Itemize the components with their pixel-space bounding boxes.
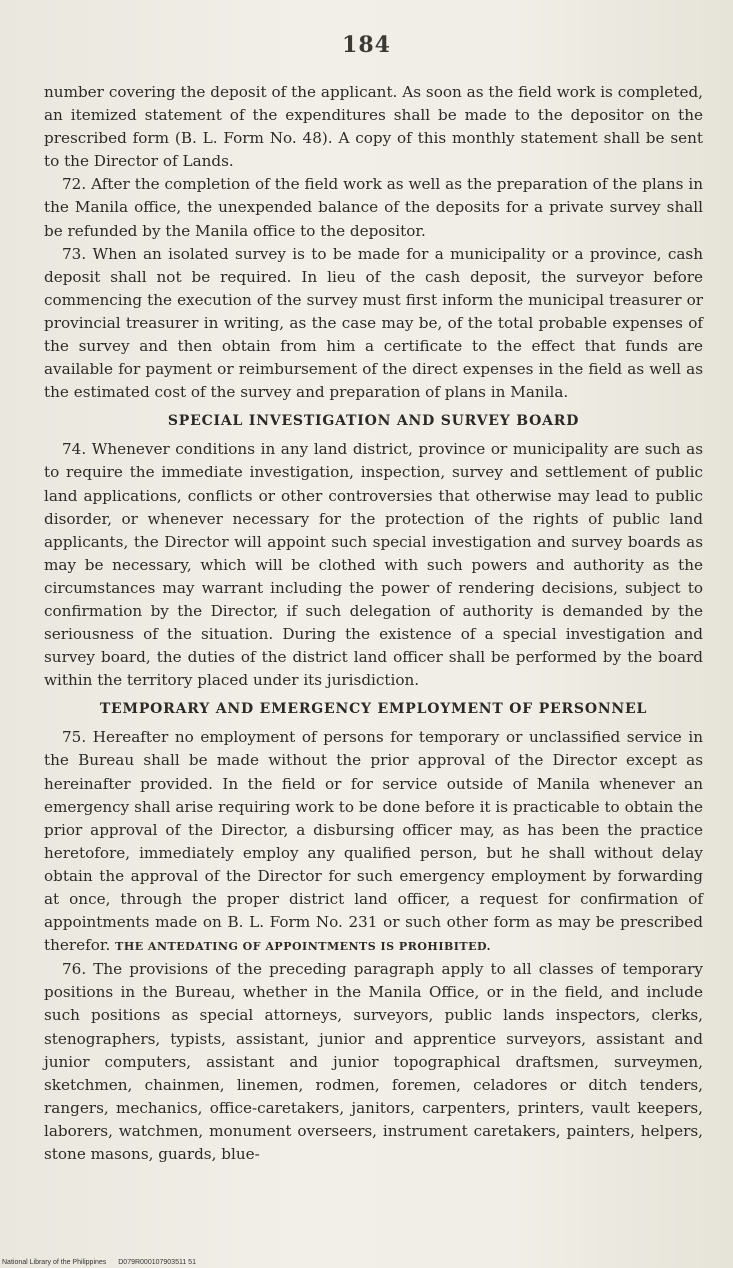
section-heading-temporary-employment: TEMPORARY AND EMERGENCY EMPLOYMENT OF PERSONNEL [99, 701, 648, 718]
paragraph-75-prohibition: THE ANTEDATING OF APPOINTMENTS IS PROHIBITED. [115, 940, 491, 954]
paragraph-75 [44, 726, 703, 958]
scan-footer [2, 1259, 206, 1266]
page-number: 184 [342, 32, 391, 58]
paragraph-75-text: 75. Hereafter no employment of persons for temporary or unclassified service in the Bureau shall be made without the prior approval of the Director except as hereinafter provided. In the field or for service outside of Manila whenever an emergency shall arise requiring work to be done before it is practicable to obtain the prior approval of the Director, a disbursing officer may, as has been the practice heretofore, immediately employ any qualified person, but he shall without delay obtain the approval of the Director for such emergency employment by forwarding at once, through the proper district land officer, a request for confirmation of appointments made on B. L. Form No. 231 or such other form as may be prescribed therefor. [44, 728, 703, 955]
footer-library: National Library of the Philippines [2, 1259, 107, 1266]
paragraph-73: 73. When an isolated survey is to be made for a municipality or a province, cash deposit shall not be required. In lieu of the cash deposit, the surveyor before commencing the execution of the survey must first inform the municipal treasurer or provincial treasurer in writing, as the case may be, of the total probable expenses of the survey and then obtain from him a certificate to the effect that funds are available for payment or reimbursement of the direct expenses in the field as well as the estimated cost of the survey and preparation of plans in Manila. [44, 244, 703, 402]
footer-record-id: D079R000107903511 51 [118, 1259, 196, 1266]
paragraph-76: 76. The provisions of the preceding paragraph apply to all classes of temporary positions in the Bureau, whether in the Manila Office, or in the field, and include such positions as special attorneys, surveyors, public lands inspectors, clerks, stenographers, typists, assistant, junior and apprentice surveyors, assistant and junior computers, assistant and junior topographical draftsmen, surveymen, sketchmen, chainmen, linemen, rodmen, foremen, celadores or ditch tenders, rangers, mechanics, office-caretakers, janitors, carpenters, printers, vault keepers, laborers, watchmen, monument overseers, instrument caretakers, painters, helpers, stone masons, guards, blue- [44, 960, 703, 1164]
page-body [44, 81, 703, 1166]
paragraph-72: 72. After the completion of the field work as well as the preparation of the plans in the Manila office, the unexpended balance of the deposits for a private survey shall be refunded by the Manila office to the depositor. [44, 175, 703, 240]
paragraph-continuation: number covering the deposit of the applicant. As soon as the field work is completed, an itemized statement of the expenditures shall be made to the depositor on the prescribed form (B. L. Form No. 48). A copy of this monthly statement shall be sent to the Director of Lands. [44, 83, 703, 171]
section-heading-special-board: SPECIAL INVESTIGATION AND SURVEY BOARD [167, 413, 580, 430]
paragraph-74: 74. Whenever conditions in any land district, province or municipality are such as to require the immediate investigation, inspection, survey and settlement of public land applications, conflicts or other controversies that otherwise may lead to public disorder, or whenever necessary for the protection of the rights of public land applicants, the Director will appoint such special investigation and survey boards as may be necessary, which will be clothed with such powers and authority as the circumstances may warrant including the power of rendering decisions, subject to confirmation by the Director, if such delegation of authority is demanded by the seriousness of the situation. During the existence of a special investigation and survey board, the duties of the district land officer shall be performed by the board within the territory placed under its jurisdiction. [44, 440, 703, 690]
